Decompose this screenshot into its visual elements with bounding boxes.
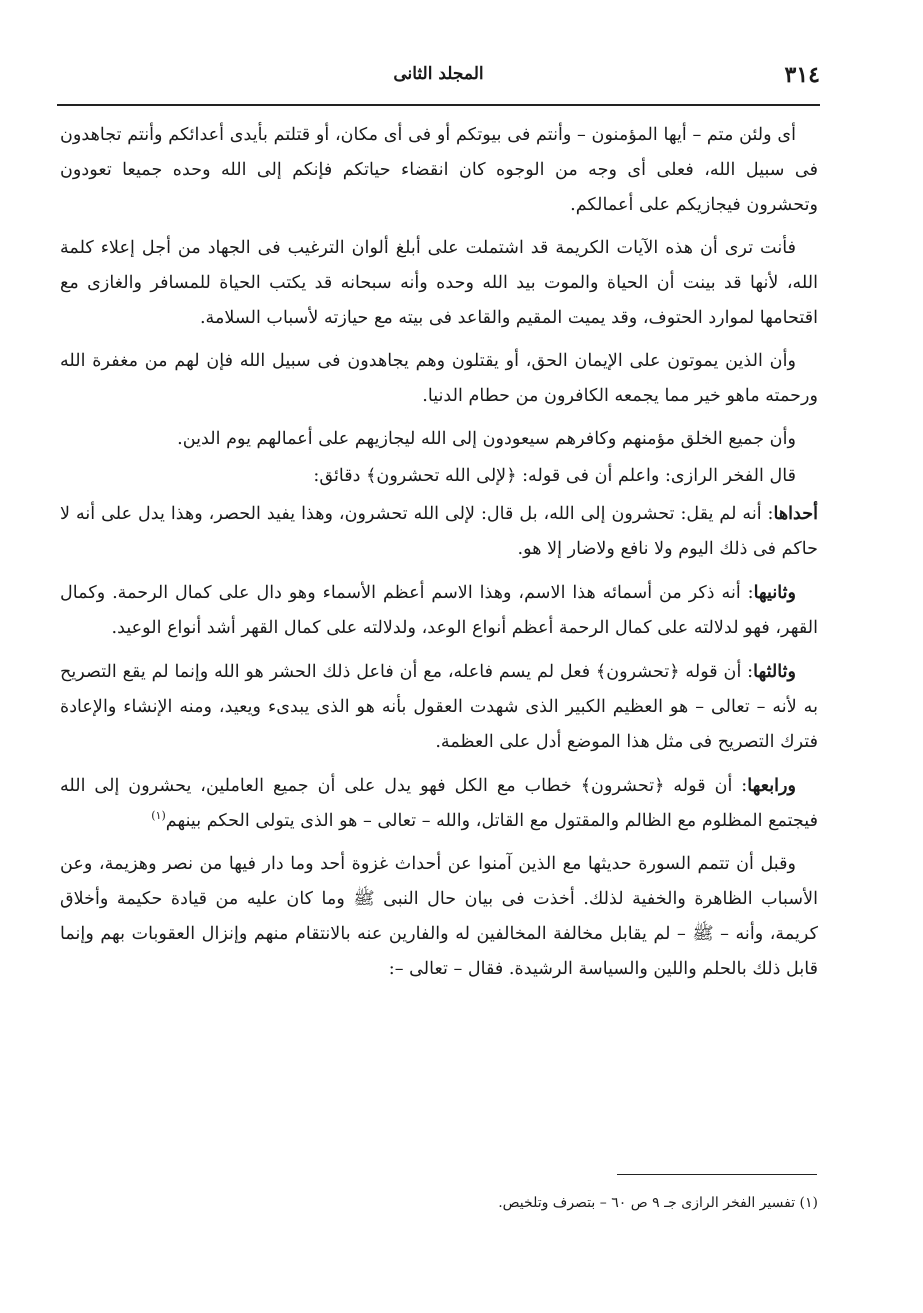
paragraph-9-lead: ورابعها — [747, 775, 796, 796]
paragraph-4: وأن جميع الخلق مؤمنهم وكافرهم سيعودون إلى الله ليجازيهم على أعمالهم يوم الدين. — [177, 429, 796, 449]
paragraph-6-text: : أنه لم يقل: تحشرون إلى الله، بل قال: لإلى الله تحشرون، وهذا يفيد الحصر، وهذا يدل على أنه لا حاكم فى ذلك اليوم ولا نافع ولاضار إلا هو. — [60, 504, 818, 559]
footnote-ref: (١) — [151, 809, 166, 823]
footnote-rule — [617, 1174, 817, 1175]
paragraph-6 — [60, 496, 818, 567]
header-rule — [57, 104, 820, 106]
paragraph-8-lead: وثالثها — [753, 661, 796, 682]
paragraph-8 — [60, 654, 818, 760]
footnote: (١) تفسير الفخر الرازى جـ ٩ ص ٦٠ – بتصرف وتلخيص. — [498, 1195, 818, 1211]
running-title: المجلد الثانى — [393, 64, 484, 84]
paragraph-9 — [60, 768, 818, 839]
body-text — [60, 118, 818, 995]
page-number: ٣١٤ — [784, 62, 820, 88]
paragraph-8-text: : أن قوله ﴿تحشرون﴾ فعل لم يسم فاعله، مع أن فاعل ذلك الحشر هو الله وإنما لم يقع التصريح به لأنه – تعالى – هو العظيم الكبير الذى شهدت العقول بأنه هو الذى يبدىء ويعيد، ومنه الإنشاء والإعادة فترك التصريح فى مثل هذا الموضع أدل على العظمة. — [60, 662, 818, 752]
paragraph-7-text: : أنه ذكر من أسمائه هذا الاسم، وهذا الاسم أعظم الأسماء وهو دال على كمال الرحمة. وكمال القهر، فهو لدلالته على كمال الرحمة أعظم أنواع الوعد، ولدلالته على كمال القهر أشد أنواع الوعيد. — [60, 583, 818, 638]
paragraph-7 — [60, 575, 818, 646]
paragraph-7-lead: وثانيها — [753, 582, 796, 603]
paragraph-3: وأن الذين يموتون على الإيمان الحق، أو يقتلون وهم يجاهدون فى سبيل الله فإن لهم من مغفرة الله ورحمته ماهو خير مما يجمعه الكافرون من حطام الدنيا. — [60, 351, 818, 406]
paragraph-5: قال الفخر الرازى: واعلم أن فى قوله: ﴿لإلى الله تحشرون﴾ دقائق: — [313, 466, 796, 486]
paragraph-9-text: : أن قوله ﴿تحشرون﴾ خطاب مع الكل فهو يدل على أن جميع العاملين، يحشرون إلى الله فيجتمع المظلوم مع الظالم والمقتول مع القاتل، والله – تعالى – هو الذى يتولى الحكم بينهم — [60, 776, 818, 831]
paragraph-2: فأنت ترى أن هذه الآيات الكريمة قد اشتملت على أبلغ ألوان الترغيب فى الجهاد من أجل إعلاء كلمة الله، لأنها قد بينت أن الحياة والموت بيد الله وحده وأنه سبحانه قد يكتب الحياة للمسافر والغازى مع اقتحامها لموارد الحتوف، وقد يميت المقيم والقاعد فى بيته مع حيازته لأسباب السلامة. — [60, 238, 818, 328]
paragraph-1: أى ولئن متم – أيها المؤمنون – وأنتم فى بيوتكم أو فى أى مكان، أو قتلتم بأيدى أعدائكم وأنتم تجاهدون فى سبيل الله، فعلى أى وجه من الوجوه كان انقضاء حياتكم فإنكم إلى الله وحده جميعا تعودون وتحشرون فيجازيكم على أعمالكم. — [60, 125, 818, 215]
paragraph-10: وقبل أن تتمم السورة حديثها مع الذين آمنوا عن أحداث غزوة أحد وما دار فيها من نصر وهزيمة، وعن الأسباب الظاهرة والخفية لذلك. أخذت فى بيان حال النبى ﷺ وما كان عليه من قيادة حكيمة وأخلاق كريمة، وأنه – ﷺ – لم يقابل مخالفة المخالفين له والفارين عنه بالانتقام منهم وإنزال العقوبات بهم وإنما قابل ذلك بالحلم واللين والسياسة الرشيدة. فقال – تعالى –: — [60, 854, 818, 979]
page-header — [57, 58, 820, 98]
paragraph-6-lead: أحداها — [773, 503, 818, 524]
